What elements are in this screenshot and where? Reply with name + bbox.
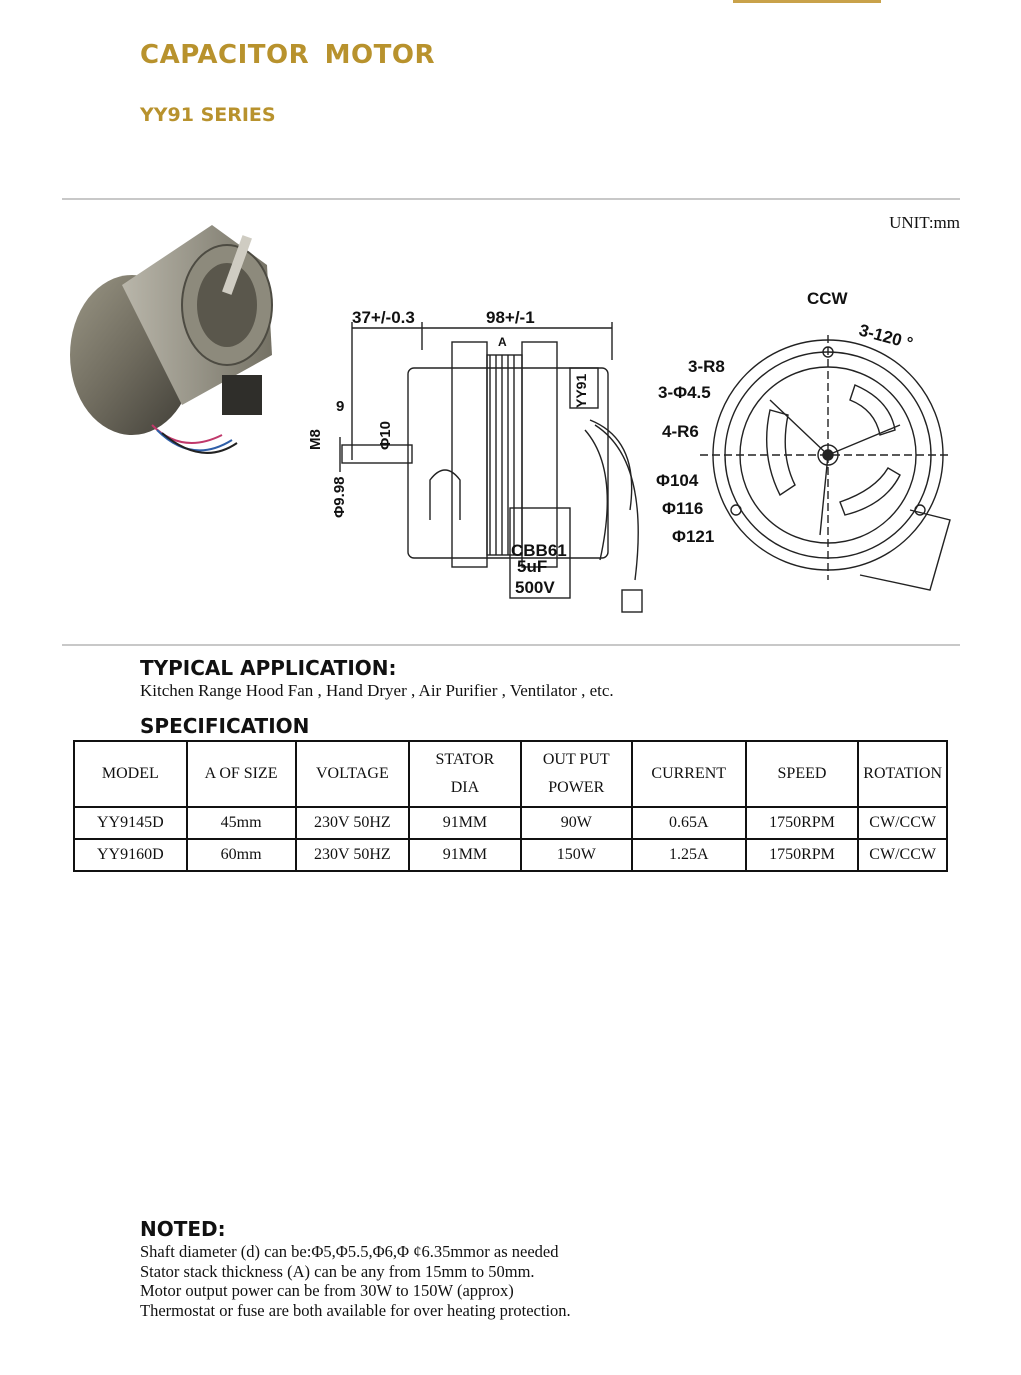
note-line: Thermostat or fuse are both available for over heating protection. bbox=[140, 1300, 571, 1320]
dim-body-length: 98+/-1 bbox=[486, 308, 535, 327]
capacitor-type: CBB61 bbox=[511, 541, 567, 560]
r6-label: 4-R6 bbox=[662, 422, 699, 441]
hole-label: 3-Φ4.5 bbox=[658, 383, 711, 402]
header-voltage: VOLTAGE bbox=[296, 741, 410, 807]
cell-stator-dia: 91MM bbox=[409, 807, 521, 839]
cell-voltage: 230V 50HZ bbox=[296, 839, 410, 871]
table-header-row bbox=[74, 741, 947, 807]
motor-photo bbox=[62, 205, 287, 475]
table-row bbox=[74, 807, 947, 839]
cell-model: YY9145D bbox=[74, 807, 187, 839]
note-line: Shaft diameter (d) can be:Φ5,Φ5.5,Φ6,Φ ȼ6.35mmor as needed bbox=[140, 1242, 559, 1261]
cell-stator-dia: 91MM bbox=[409, 839, 521, 871]
dim-phi998: Φ9.98 bbox=[331, 476, 348, 518]
cell-speed: 1750RPM bbox=[746, 807, 859, 839]
specification-heading: SPECIFICATION bbox=[140, 714, 310, 738]
top-accent-bar bbox=[733, 0, 881, 3]
cell-output-power: 90W bbox=[521, 807, 632, 839]
nameplate-label: YY91 bbox=[573, 373, 589, 408]
application-heading: TYPICAL APPLICATION: bbox=[140, 656, 397, 680]
series-subtitle: YY91 SERIES bbox=[140, 104, 276, 126]
phi116-label: Φ116 bbox=[662, 499, 704, 518]
capacitor-voltage: 500V bbox=[515, 578, 555, 597]
front-view bbox=[700, 335, 950, 590]
header-current: CURRENT bbox=[632, 741, 746, 807]
header-stator-dia: STATOR DIA bbox=[409, 741, 521, 807]
header-rotation: ROTATION bbox=[858, 741, 947, 807]
cell-speed: 1750RPM bbox=[746, 839, 859, 871]
note-line: Stator stack thickness (A) can be any from 15mm to 50mm. bbox=[140, 1261, 535, 1281]
r8-label: 3-R8 bbox=[688, 357, 725, 376]
cell-a-of-size: 45mm bbox=[187, 807, 296, 839]
cell-voltage: 230V 50HZ bbox=[296, 807, 410, 839]
label-a: A bbox=[498, 335, 507, 349]
header-a-of-size: A OF SIZE bbox=[187, 741, 296, 807]
unit-label: UNIT:mm bbox=[889, 213, 960, 232]
phi104-label: Φ104 bbox=[656, 471, 699, 490]
divider-top bbox=[62, 198, 960, 200]
side-view bbox=[340, 322, 642, 612]
cell-model: YY9160D bbox=[74, 839, 187, 871]
front-view-labels bbox=[656, 289, 915, 546]
side-view-labels bbox=[307, 308, 589, 597]
cell-rotation: CW/CCW bbox=[858, 839, 947, 871]
table-row bbox=[74, 839, 947, 871]
dim-9: 9 bbox=[336, 398, 345, 415]
cell-rotation: CW/CCW bbox=[858, 807, 947, 839]
capacitor-capacitance: 5uF bbox=[517, 557, 548, 576]
notes-list bbox=[140, 1242, 571, 1320]
rotation-label: CCW bbox=[807, 289, 848, 308]
cell-current: 0.65A bbox=[632, 807, 746, 839]
angle-label: 3-120 ° bbox=[856, 320, 916, 354]
notes-heading: NOTED: bbox=[140, 1217, 226, 1241]
header-speed: SPEED bbox=[746, 741, 859, 807]
cell-a-of-size: 60mm bbox=[187, 839, 296, 871]
header-output-power: OUT PUT POWER bbox=[521, 741, 632, 807]
cell-current: 1.25A bbox=[632, 839, 746, 871]
divider-middle bbox=[62, 644, 960, 646]
page-title: CAPACITOR MOTOR bbox=[140, 40, 435, 70]
dim-shaft-length: 37+/-0.3 bbox=[352, 308, 415, 327]
phi121-label: Φ121 bbox=[672, 527, 715, 546]
note-line: Motor output power can be from 30W to 150W (approx) bbox=[140, 1281, 514, 1300]
dim-m8: M8 bbox=[307, 429, 324, 450]
technical-drawing bbox=[300, 280, 960, 620]
specification-table bbox=[73, 740, 948, 872]
header-model: MODEL bbox=[74, 741, 187, 807]
dim-phi10: Φ10 bbox=[377, 421, 394, 450]
application-text: Kitchen Range Hood Fan , Hand Dryer , Air Purifier , Ventilator , etc. bbox=[140, 681, 614, 700]
cell-output-power: 150W bbox=[521, 839, 632, 871]
